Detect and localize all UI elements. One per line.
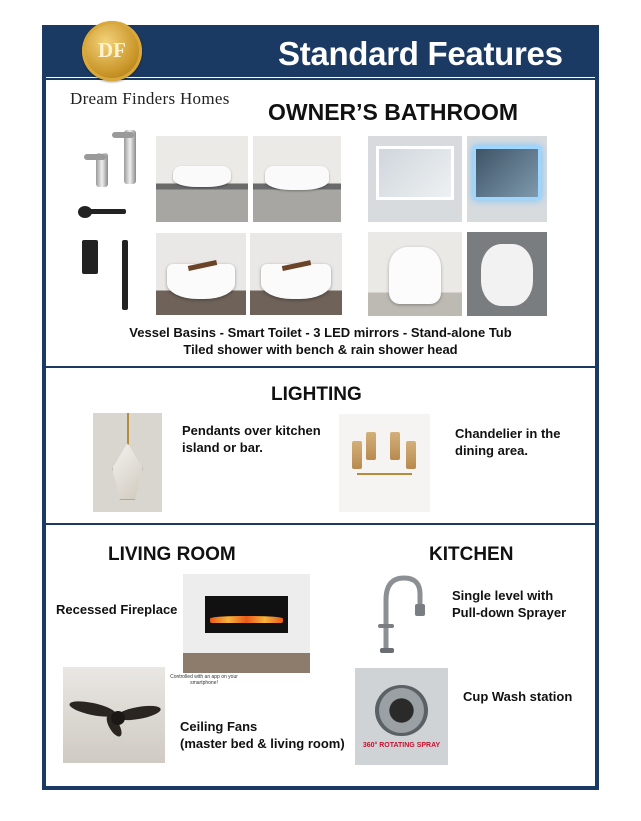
brand-seal-logo xyxy=(82,21,142,81)
lighting-title: LIGHTING xyxy=(271,384,362,405)
fireplace-label: Recessed Fireplace xyxy=(56,602,178,617)
cup-wash-photo-text: 360° ROTATING SPRAY xyxy=(362,741,441,749)
ceiling-fan-photo xyxy=(63,667,165,763)
tall-faucet-spout xyxy=(112,132,134,138)
seal-monogram: DF xyxy=(98,38,126,62)
fan-label-line1: Ceiling Fans xyxy=(180,719,258,734)
faucet-label-line1: Single level with xyxy=(452,588,554,603)
cup-wash-label: Cup Wash station xyxy=(463,689,573,704)
led-mirror-photo-1 xyxy=(368,136,462,222)
cup-wash-station-photo xyxy=(355,668,448,765)
bathroom-title: OWNER’S BATHROOM xyxy=(268,99,519,125)
fan-app-note: Controlled with an app on your smartphone! xyxy=(170,674,238,686)
handheld-shower-image xyxy=(122,240,128,310)
chandelier-label: Chandelier in the dining area. xyxy=(455,426,561,458)
vessel-basin-photo-1 xyxy=(156,136,248,222)
smart-toilet-photo-1 xyxy=(368,232,462,316)
recessed-fireplace-photo xyxy=(183,574,310,673)
shower-valve-image xyxy=(82,240,98,274)
rain-shower-head xyxy=(78,206,92,218)
short-faucet-spout xyxy=(84,154,106,160)
standalone-tub-photo-1 xyxy=(156,233,246,315)
fan-label-line2: (master bed & living room) xyxy=(180,736,345,751)
vessel-basin-photo-2 xyxy=(253,136,341,222)
section-divider-2 xyxy=(46,523,595,525)
section-divider-1 xyxy=(46,366,595,368)
page-title: Standard Features xyxy=(278,35,563,72)
faucet-label-line2: Pull-down Sprayer xyxy=(452,605,567,620)
bathroom-caption-line1: Vessel Basins - Smart Toilet - 3 LED mirrors - Stand-alone Tub xyxy=(129,325,512,340)
pull-down-faucet-image xyxy=(366,572,426,654)
smart-toilet-photo-2 xyxy=(467,232,547,316)
standalone-tub-photo-2 xyxy=(250,233,342,315)
chandelier-photo xyxy=(339,414,430,512)
brand-name: Dream Finders Homes xyxy=(70,89,230,108)
kitchen-title: KITCHEN xyxy=(429,544,514,565)
living-room-title: LIVING ROOM xyxy=(108,544,236,565)
led-mirror-photo-2 xyxy=(467,136,547,222)
bathroom-caption-line2: Tiled shower with bench & rain shower head xyxy=(183,342,458,357)
pendant-light-photo xyxy=(93,413,162,512)
pendant-label: Pendants over kitchen island or bar. xyxy=(182,423,321,455)
header-rule xyxy=(46,77,595,80)
tall-faucet-image xyxy=(124,130,136,184)
